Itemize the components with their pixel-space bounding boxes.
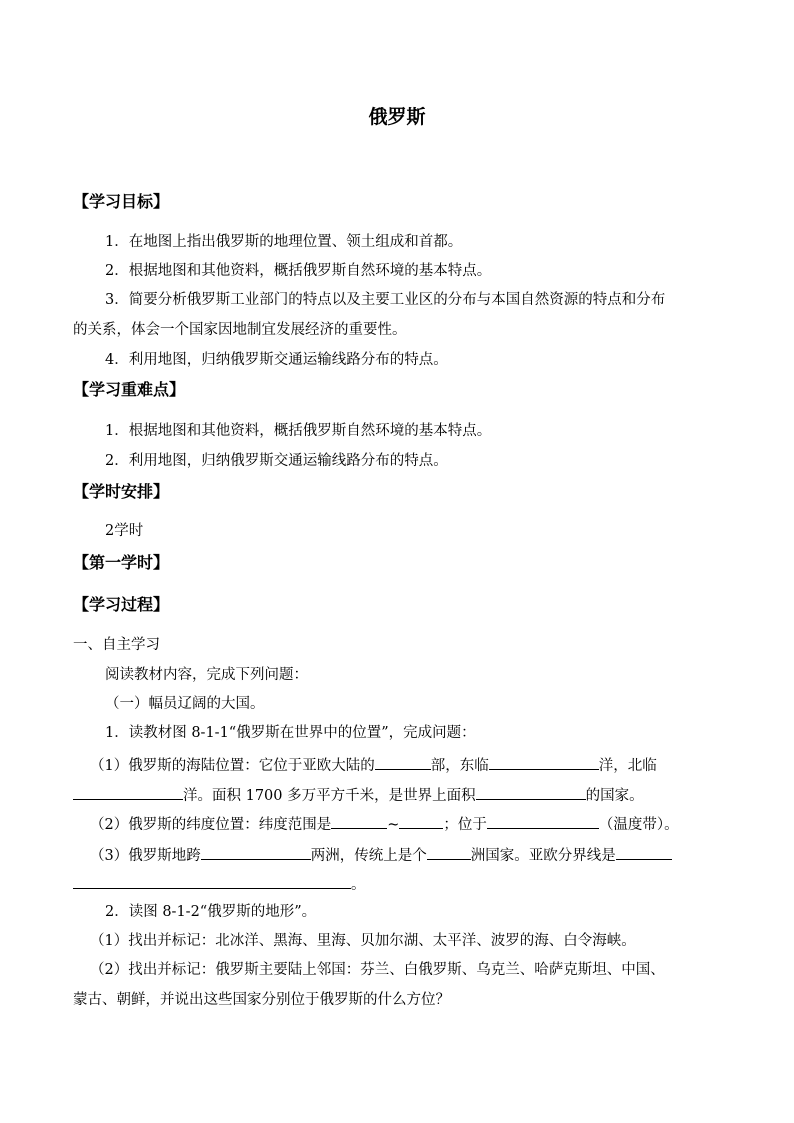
q1-3-text-b: 两洲，传统上是个 (310, 848, 427, 864)
q1-1-text-a: （1）俄罗斯的海陆位置：它位于亚欧大陆的 (90, 758, 375, 774)
answer-blank[interactable] (73, 873, 351, 889)
q1-1-text-c: 洋，北临 (598, 758, 657, 774)
answer-blank[interactable] (331, 813, 387, 829)
question-1-2 (90, 813, 679, 835)
learning-goals-heading: 【学习目标】 (73, 192, 170, 211)
question-2-2-line1: （2）找出并标记：俄罗斯主要陆上邻国：芬兰、白俄罗斯、乌克兰、哈萨克斯坦、中国、 (90, 962, 665, 978)
schedule-text: 2学时 (105, 523, 144, 539)
q1-3-text-a: （3）俄罗斯地跨 (90, 848, 201, 864)
q1-3-text-d: 。 (351, 877, 366, 893)
answer-blank[interactable] (201, 844, 311, 860)
q1-1-text-e: 的国家。 (585, 788, 644, 804)
answer-blank[interactable] (399, 813, 443, 829)
question-2-1: （1）找出并标记：北冰洋、黑海、里海、贝加尔湖、太平洋、波罗的海、白令海峡。 (90, 933, 636, 949)
answer-blank[interactable] (427, 844, 471, 860)
question-2: 2．读图 8-1-2“俄罗斯的地形”。 (105, 904, 317, 920)
answer-blank[interactable] (73, 784, 183, 800)
answer-blank[interactable] (476, 784, 586, 800)
q1-2-text-a: （2）俄罗斯的纬度位置：纬度范围是 (90, 817, 332, 833)
question-1-1-line2 (73, 784, 644, 806)
first-period-heading: 【第一学时】 (73, 553, 170, 572)
answer-blank[interactable] (616, 844, 672, 860)
q1-1-text-d: 洋。面积 1700 多万平方千米，是世界上面积 (183, 788, 476, 804)
goal-item: 2．根据地图和其他资料，概括俄罗斯自然环境的基本特点。 (105, 263, 492, 279)
answer-blank[interactable] (487, 813, 599, 829)
goal-item-continuation: 的关系，体会一个国家因地制宜发展经济的重要性。 (73, 322, 407, 338)
learning-process-heading: 【学习过程】 (73, 595, 170, 614)
key-points-heading: 【学习重难点】 (73, 380, 186, 399)
q1-3-text-c: 洲国家。亚欧分界线是 (470, 848, 616, 864)
subsection-title: （一）幅员辽阔的大国。 (105, 696, 265, 712)
goal-item: 3．简要分析俄罗斯工业部门的特点以及主要工业区的分布与本国自然资源的特点和分布 (105, 292, 666, 308)
question-1-1-line1 (90, 754, 657, 776)
question-1-3-line1 (90, 844, 672, 866)
answer-blank[interactable] (375, 754, 431, 770)
intro-text: 阅读教材内容，完成下列问题： (105, 667, 308, 683)
goal-item: 1．在地图上指出俄罗斯的地理位置、领土组成和首都。 (105, 234, 463, 250)
q1-2-text-b: ~ (387, 817, 400, 833)
part1-title: 一、自主学习 (73, 637, 160, 653)
page-title: 俄罗斯 (368, 106, 426, 128)
question-1-3-line2 (73, 873, 366, 895)
schedule-heading: 【学时安排】 (73, 482, 170, 501)
q1-2-text-d: （温度带）。 (598, 817, 679, 833)
answer-blank[interactable] (489, 754, 599, 770)
goal-item: 4．利用地图，归纳俄罗斯交通运输线路分布的特点。 (105, 352, 448, 368)
q1-2-text-c: ；位于 (443, 817, 487, 833)
q1-1-text-b: 部，东临 (430, 758, 489, 774)
question-2-2-line2: 蒙古、朝鲜，并说出这些国家分别位于俄罗斯的什么方位？ (73, 992, 450, 1008)
key-point-item: 1．根据地图和其他资料，概括俄罗斯自然环境的基本特点。 (105, 423, 492, 439)
key-point-item: 2．利用地图，归纳俄罗斯交通运输线路分布的特点。 (105, 453, 448, 469)
question-1: 1．读教材图 8-1-1“俄罗斯在世界中的位置”，完成问题： (105, 725, 476, 741)
